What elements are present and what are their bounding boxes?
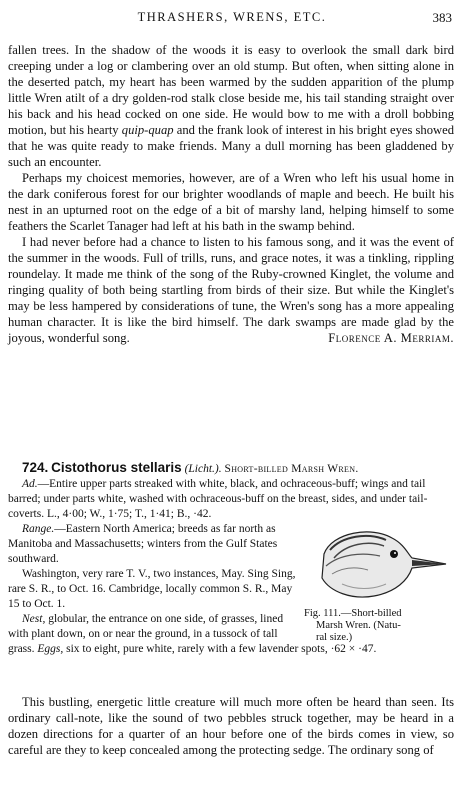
paragraph-1-text-cont: and the frank look of interest in his bright eyes showed that he was quite ready to make friends. Many a dull morning has been gladdened by such an encounter. bbox=[8, 123, 455, 169]
wren-head-illustration bbox=[312, 524, 448, 602]
figure-caption bbox=[304, 608, 454, 644]
ad-label: Ad. bbox=[22, 478, 38, 490]
caption-line-1: Fig. 111.—Short-billed bbox=[304, 608, 402, 619]
adult-description bbox=[8, 477, 454, 522]
nest-label: Nest, bbox=[22, 613, 46, 625]
ad-text: —Entire upper parts streaked with white, black, and ochraceous-buff; wings and tail barred; under parts white, washed with ochraceous-buff on the breast, sides, and under tail-coverts. L., 4·00; W., 1·75; T., 1·41; B., ·42. bbox=[8, 478, 428, 520]
author-signature: Florence A. Merriam. bbox=[328, 331, 454, 345]
species-account bbox=[8, 460, 454, 657]
closing-text: This bustling, energetic little creature will much more often be heard than seen. Its ordinary call-note, like the sound of two pebbles struck together, may be heard in a dozen directions for a quarter of an hour before one of the birds comes in view, so careful are they to keep concealed among the protecting sedge. The ordinary song of bbox=[8, 695, 454, 757]
running-title: THRASHERS, WRENS, ETC. bbox=[137, 10, 327, 24]
paragraph-3 bbox=[8, 234, 454, 346]
range-text: —Eastern North America; breeds as far north as Manitoba and Massachusetts; winters from the Gulf States southward. bbox=[8, 523, 278, 565]
closing-paragraph bbox=[8, 694, 454, 758]
article-body bbox=[8, 42, 454, 346]
species-heading bbox=[8, 460, 454, 477]
paragraph-1-text: fallen trees. In the shadow of the woods it is easy to overlook the small dark bird creeping under a log or clambering over an old stump. But often, when sitting alone in the deserted patch, my heart has been warmed by the sudden apparition of the plump little Wren atilt of a dry golden-rod stalk close beside me, his tail standing straight over his back and his head cocked on one side. He would bow to me with a droll bobbing motion, but his hearty bbox=[8, 43, 454, 137]
paragraph-3-text: I had never before had a chance to listen to his famous song, and it was the event of the summer in the woods. Full of trills, runs, and grace notes, it was a tinkling, rippling roundelay. It made me think of the song of the Ruby-crowned Kinglet, the volume and ringing quality of both being startling from birds of their size. But while the Kinglet's may be less hampered by considerations of tune, the Wren's song has a more appealing human character. It is like the bird himself. The dark swamps are made glad by the joyous, wonderful song. bbox=[8, 235, 454, 345]
caption-line-2: Marsh Wren. (Natu- bbox=[316, 620, 401, 631]
eggs-label: Eggs, bbox=[37, 643, 64, 655]
range-label: Range. bbox=[22, 523, 55, 535]
caption-line-3: ral size.) bbox=[316, 632, 353, 643]
page-header bbox=[0, 8, 464, 28]
local-records: Washington, very rare T. V., two instances, May. Sing Sing, rare S. R., to Oct. 16. Cambridge, locally common S. R., May 15 to Oct. 1. bbox=[8, 568, 296, 610]
figure-111 bbox=[304, 524, 454, 642]
species-authority: (Licht.). bbox=[184, 463, 222, 475]
call-note-italic: quip-quap bbox=[121, 123, 174, 137]
nest-text: globular, the entrance on one side, of grasses, lined with plant down, on or near the ground, in a tussock of tall grass. bbox=[8, 613, 284, 655]
eggs-text: six to eight, pure white, rarely with a few lavender spots, ·62 × ·47. bbox=[63, 643, 377, 655]
page-number: 383 bbox=[432, 10, 452, 25]
paragraph-1 bbox=[8, 42, 454, 170]
species-latin-name: Cistothorus stellaris bbox=[51, 460, 182, 475]
paragraph-2: Perhaps my choicest memories, however, are of a Wren who left his usual home in the dark coniferous forest for our brighter woodlands of maple and beech. He built his nest in an upturned root on the edge of a bit of marshy land, helping himself to some feathers the Scarlet Tanager had left at his bath in the swamp behind. bbox=[8, 171, 454, 233]
species-common-name: Short-billed Marsh Wren. bbox=[224, 463, 359, 475]
species-number: 724. bbox=[22, 460, 49, 475]
